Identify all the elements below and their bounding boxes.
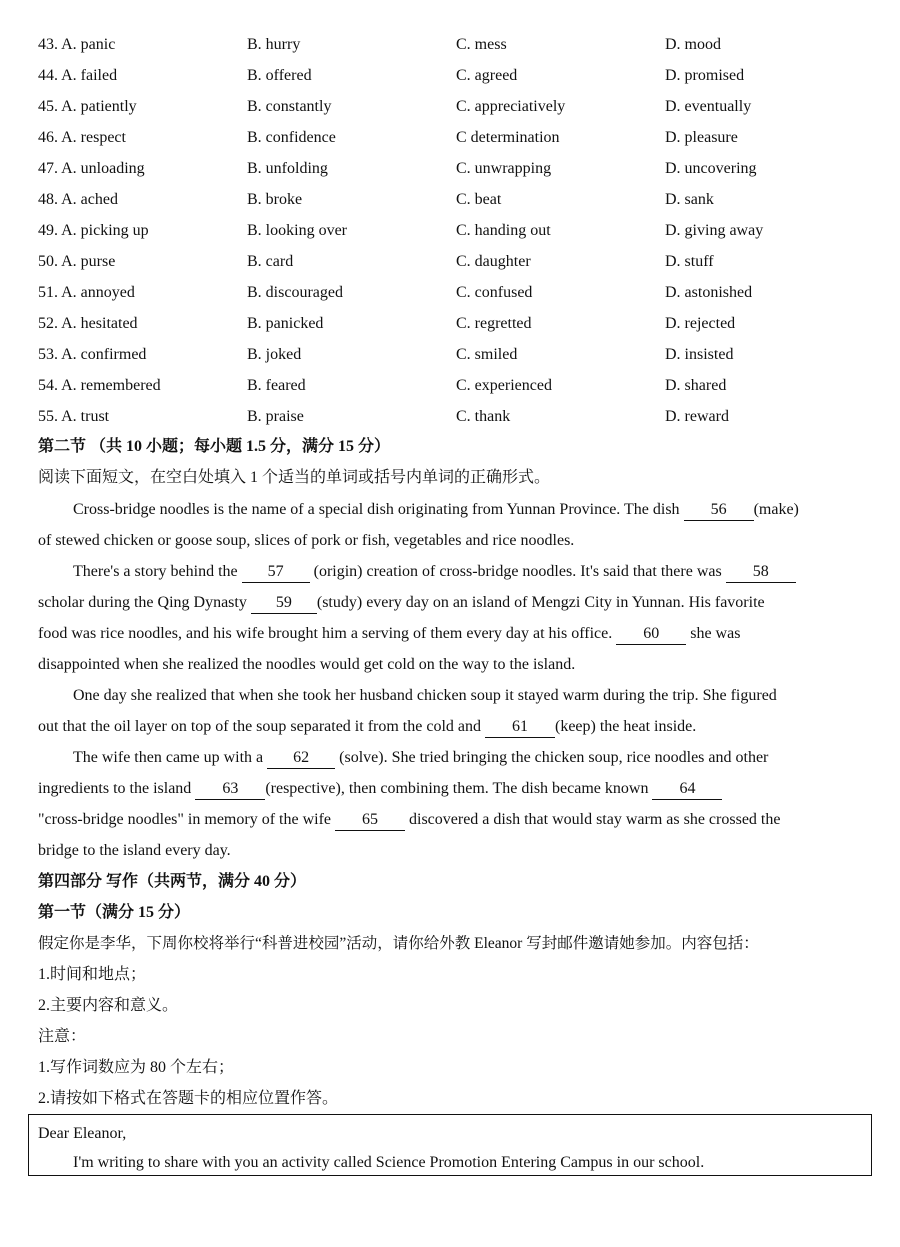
passage-line [38,622,868,646]
option-a: 53. A. confirmed [38,346,147,363]
option-b: B. broke [247,191,303,208]
option-d: D. astonished [665,284,753,301]
passage-text: (solve). She tried bringing the chicken soup, rice noodles and other [335,749,769,766]
letter-opening: I'm writing to share with you an activity called Science Promotion Entering Campus in our school. [73,1154,705,1171]
task-item: 1.时间和地点； [38,966,147,983]
option-c: C. daughter [456,253,531,270]
option-a: 51. A. annoyed [38,284,135,301]
question-row [38,188,878,212]
option-b: B. card [247,253,294,270]
blank-60: 60 [616,624,686,645]
option-b: B. panicked [247,315,324,332]
blank-56: 56 [684,500,754,521]
passage-text: (make) [753,501,799,518]
passage-line: bridge to the island every day. [38,842,231,859]
passage-text: "cross-bridge noodles" in memory of the wife [38,811,335,828]
passage-line [73,560,900,584]
passage-text: (respective), then combining them. The dish became known [265,780,653,797]
question-row [38,250,878,274]
option-b: B. looking over [247,222,347,239]
question-row [38,157,878,181]
passage-text: discovered a dish that would stay warm as she crossed the [405,811,781,828]
option-c: C. mess [456,36,507,53]
section2-instruction: 阅读下面短文，在空白处填入 1 个适当的单词或括号内单词的正确形式。 [38,469,551,486]
option-b: B. offered [247,67,312,84]
blank-64: 64 [652,779,722,800]
blank-57: 57 [242,562,310,583]
option-c: C. beat [456,191,502,208]
option-c: C. thank [456,408,511,425]
option-a: 50. A. purse [38,253,116,270]
option-b: B. feared [247,377,306,394]
task-item: 2.主要内容和意义。 [38,997,179,1014]
option-a: 49. A. picking up [38,222,149,239]
question-row [38,33,878,57]
question-row [38,95,878,119]
blank-63: 63 [195,779,265,800]
question-row [38,374,878,398]
passage-line: One day she realized that when she took her husband chicken soup it stayed warm during the trip. She figured [73,687,777,704]
question-row [38,343,878,367]
passage-line [38,591,868,615]
option-a: 54. A. remembered [38,377,161,394]
blank-58: 58 [726,562,796,583]
passage-line: disappointed when she realized the noodles would get cold on the way to the island. [38,656,576,673]
writing-task: 假定你是李华，下周你校将举行“科普进校园”活动，请你给外教 Eleanor 写封邮件邀请她参加。内容包括： [38,935,759,952]
question-row [38,405,878,429]
passage-text: food was rice noodles, and his wife brought him a serving of them every day at his office. [38,625,617,642]
question-row [38,126,878,150]
option-c: C. handing out [456,222,551,239]
option-d: D. insisted [665,346,734,363]
option-c: C. confused [456,284,533,301]
passage-text: she was [686,625,741,642]
passage-text: Cross-bridge noodles is the name of a special dish originating from Yunnan Province. The dish [73,501,684,518]
passage-line [73,498,900,522]
option-a: 55. A. trust [38,408,110,425]
option-d: D. rejected [665,315,736,332]
blank-62: 62 [267,748,335,769]
question-row [38,64,878,88]
option-c: C. agreed [456,67,518,84]
passage-line [38,808,868,832]
option-d: D. reward [665,408,729,425]
passage-line [38,777,868,801]
blank-59: 59 [251,593,317,614]
option-a: 46. A. respect [38,129,126,146]
option-b: B. constantly [247,98,332,115]
passage-text: (study) every day on an island of Mengzi City in Yunnan. His favorite [316,594,765,611]
note-label: 注意： [38,1028,87,1045]
question-row [38,312,878,336]
option-d: D. eventually [665,98,752,115]
option-d: D. pleasure [665,129,738,146]
question-row [38,281,878,305]
option-a: 44. A. failed [38,67,118,84]
option-b: B. praise [247,408,304,425]
passage-line: of stewed chicken or goose soup, slices of pork or fish, vegetables and rice noodles. [38,532,575,549]
passage-text: ingredients to the island [38,780,196,797]
option-d: D. mood [665,36,721,53]
option-a: 48. A. ached [38,191,118,208]
option-d: D. shared [665,377,727,394]
passage-line [73,746,900,770]
letter-format-box [28,1114,872,1176]
note-item: 1.写作词数应为 80 个左右； [38,1059,235,1076]
part4-subheading: 第一节（满分 15 分） [38,904,191,921]
option-c: C. unwrapping [456,160,552,177]
option-c: C. experienced [456,377,552,394]
option-b: B. joked [247,346,302,363]
blank-61: 61 [485,717,555,738]
option-c: C. appreciatively [456,98,566,115]
note-item: 2.请按如下格式在答题卡的相应位置作答。 [38,1090,339,1107]
option-d: D. giving away [665,222,764,239]
question-row [38,219,878,243]
option-c: C determination [456,129,560,146]
option-d: D. uncovering [665,160,757,177]
option-a: 52. A. hesitated [38,315,138,332]
section2-heading: 第二节 （共 10 小题；每小题 1.5 分，满分 15 分） [38,438,391,455]
passage-text: There's a story behind the [73,563,242,580]
passage-line [38,715,868,739]
part4-heading: 第四部分 写作（共两节，满分 40 分） [38,873,307,890]
passage-text: (keep) the heat inside. [555,718,697,735]
option-a: 45. A. patiently [38,98,137,115]
option-c: C. regretted [456,315,532,332]
passage-text: The wife then came up with a [73,749,268,766]
option-d: D. promised [665,67,745,84]
option-a: 47. A. unloading [38,160,145,177]
option-a: 43. A. panic [38,36,116,53]
option-b: B. hurry [247,36,301,53]
passage-text: scholar during the Qing Dynasty [38,594,251,611]
option-c: C. smiled [456,346,518,363]
passage-text: out that the oil layer on top of the soup separated it from the cold and [38,718,485,735]
blank-65: 65 [335,810,405,831]
letter-salutation: Dear Eleanor, [38,1125,127,1142]
option-d: D. sank [665,191,714,208]
option-b: B. discouraged [247,284,343,301]
option-b: B. confidence [247,129,336,146]
passage-text: (origin) creation of cross-bridge noodles. It's said that there was [309,563,726,580]
option-d: D. stuff [665,253,714,270]
option-b: B. unfolding [247,160,328,177]
